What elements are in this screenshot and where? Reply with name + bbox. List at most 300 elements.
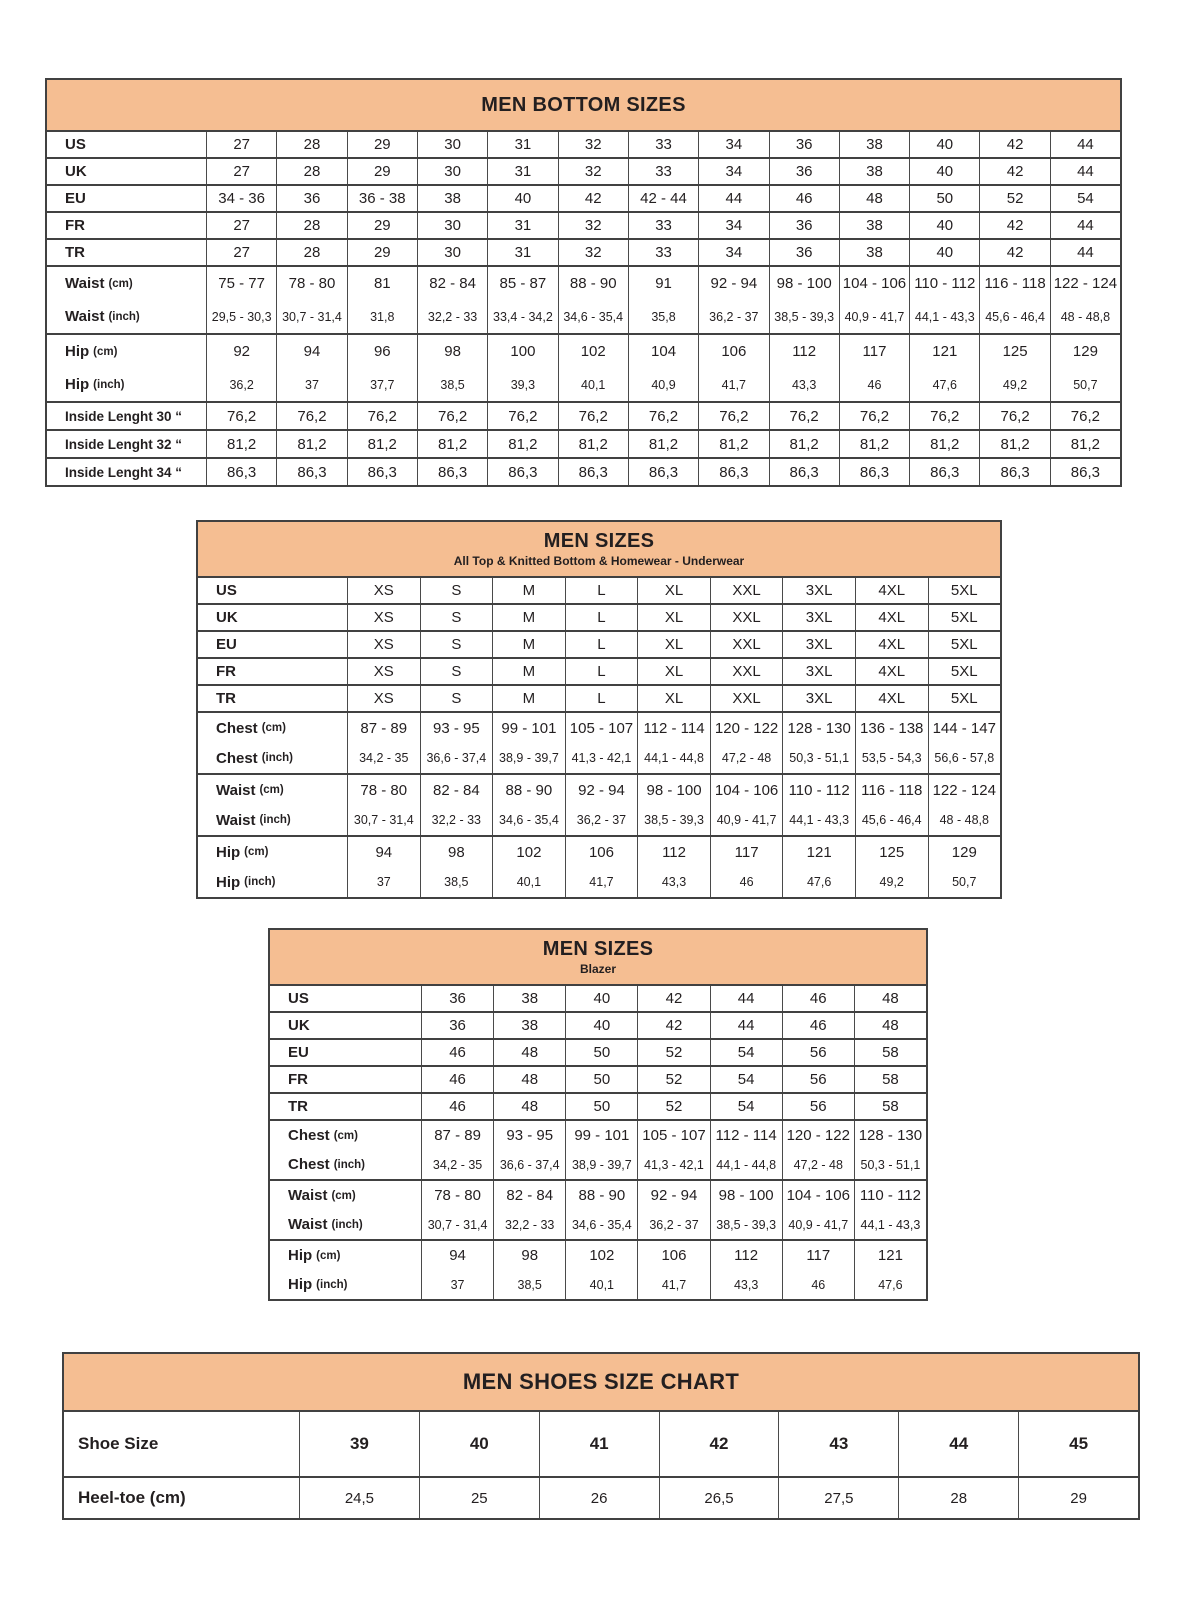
row-label xyxy=(270,1040,422,1065)
table-cell: 54 xyxy=(1077,190,1094,207)
row-label-text: Chest xyxy=(216,749,258,767)
row-label xyxy=(198,578,348,603)
table-cell: 44 xyxy=(711,986,783,1011)
table-cell: 38,5 - 39,3 xyxy=(638,805,711,835)
table-cell: 86,3 xyxy=(559,459,629,485)
table-cell: 81,2 xyxy=(699,431,769,457)
table-header xyxy=(47,80,1120,132)
table-cell: 31 xyxy=(488,132,558,157)
table-cell: 48 xyxy=(882,1017,899,1034)
row-label xyxy=(198,837,348,867)
table-cell: 46 xyxy=(422,1067,494,1092)
row-label-unit: (cm) xyxy=(108,277,133,290)
table-row xyxy=(47,240,1120,265)
row-label xyxy=(198,659,348,684)
men-bottom-sizes-table xyxy=(45,78,1122,487)
table-cell: 36,6 - 37,4 xyxy=(421,743,494,773)
table-cell: 98 xyxy=(421,837,494,867)
table-cell: 100 xyxy=(488,335,558,368)
table-cell: 86,3 xyxy=(348,459,418,485)
table-cell: 53,5 - 54,3 xyxy=(856,743,929,773)
table-cell: 43,3 xyxy=(638,867,711,897)
row-label-text: Hip xyxy=(216,843,241,861)
table-row xyxy=(270,1013,926,1038)
table-row xyxy=(47,368,1120,401)
table-cell: 76,2 xyxy=(418,403,488,429)
table-cell: 58 xyxy=(882,1098,899,1115)
table-cell: 29 xyxy=(348,240,418,265)
table-cell: 58 xyxy=(882,1044,899,1061)
row-label-text: Waist xyxy=(216,811,256,829)
table-cell: M xyxy=(493,578,566,603)
table-row xyxy=(198,713,1000,743)
table-cell: 81,2 xyxy=(488,431,558,457)
row-label-unit: (inch) xyxy=(261,752,293,764)
row-label-unit: (inch) xyxy=(259,814,291,826)
table-cell: 98 xyxy=(418,335,488,368)
table-row xyxy=(47,159,1120,184)
row-label xyxy=(270,1067,422,1092)
table-cell: 4XL xyxy=(856,578,929,603)
table-cell: 136 - 138 xyxy=(856,713,929,743)
table-cell: 117 xyxy=(840,335,910,368)
table-cell: 40 xyxy=(566,1013,638,1038)
table-cell: 46 xyxy=(783,1013,855,1038)
table-cell: 121 xyxy=(783,837,856,867)
table-cell: 46 xyxy=(711,867,784,897)
table-cell: XS xyxy=(348,632,421,657)
table-cell: 42 xyxy=(638,1013,710,1038)
row-label-text: FR xyxy=(288,1071,308,1088)
table-cell: 36 xyxy=(770,213,840,238)
table-row xyxy=(47,335,1120,368)
row-label-unit: (cm) xyxy=(333,1129,358,1142)
table-cell: 81,2 xyxy=(1070,435,1100,453)
table-cell: 76,2 xyxy=(699,403,769,429)
row-label xyxy=(270,1241,422,1270)
table-section xyxy=(64,1412,1138,1478)
row-label xyxy=(270,986,422,1011)
table-cell: 41,3 - 42,1 xyxy=(638,1150,710,1179)
table-cell: 3XL xyxy=(783,578,856,603)
table-cell: 36,2 - 37 xyxy=(699,300,769,333)
table-cell: 96 xyxy=(348,335,418,368)
table-cell: 40,9 xyxy=(629,368,699,401)
table-cell: 38,5 - 39,3 xyxy=(711,1210,783,1239)
table-cell: XXL xyxy=(711,605,784,630)
table-row xyxy=(47,300,1120,333)
row-label xyxy=(270,1181,422,1210)
table-cell: 93 - 95 xyxy=(421,713,494,743)
table-cell: 5XL xyxy=(950,663,978,680)
row-label-text: US xyxy=(288,990,309,1007)
table-header xyxy=(64,1354,1138,1412)
row-label-text: Chest xyxy=(216,719,258,737)
table-cell: 27 xyxy=(207,132,277,157)
table-cell: 27 xyxy=(207,213,277,238)
table-cell: 41,7 xyxy=(699,368,769,401)
table-cell: 45 xyxy=(1069,1434,1089,1453)
table-cell: 50 xyxy=(566,1067,638,1092)
table-cell: XL xyxy=(638,605,711,630)
table-cell: 120 - 122 xyxy=(711,713,784,743)
table-cell: 31 xyxy=(488,213,558,238)
table-cell: 82 - 84 xyxy=(494,1181,566,1210)
table-cell: 40 xyxy=(910,213,980,238)
table-cell: 50,7 xyxy=(952,875,977,889)
table-cell: 32 xyxy=(559,240,629,265)
row-label-text: Hip xyxy=(65,343,90,360)
table-cell: 125 xyxy=(980,335,1050,368)
table-cell: 31 xyxy=(488,159,558,184)
table-cell: 120 - 122 xyxy=(783,1121,855,1150)
table-cell: 34,6 - 35,4 xyxy=(493,805,566,835)
table-cell: 105 - 107 xyxy=(566,713,639,743)
table-cell: 81,2 xyxy=(559,431,629,457)
table-cell: 43 xyxy=(779,1412,899,1476)
table-section xyxy=(270,986,926,1013)
table-cell: 27 xyxy=(207,240,277,265)
table-cell: 28 xyxy=(277,240,347,265)
row-label-text: FR xyxy=(65,217,85,234)
row-label-text: US xyxy=(65,136,86,153)
table-cell: S xyxy=(421,659,494,684)
row-label-text: Waist xyxy=(65,308,105,325)
table-row xyxy=(270,1121,926,1150)
table-cell: 46 xyxy=(422,1094,494,1119)
table-cell: XS xyxy=(348,578,421,603)
table-cell: 86,3 xyxy=(277,459,347,485)
row-label-text: TR xyxy=(65,244,85,261)
row-label-text: TR xyxy=(288,1098,308,1115)
table-cell: 102 xyxy=(566,1241,638,1270)
table-cell: 52 xyxy=(638,1094,710,1119)
table-cell: 48 xyxy=(494,1094,566,1119)
table-cell: 27,5 xyxy=(779,1478,899,1518)
table-cell: 25 xyxy=(420,1478,540,1518)
row-label-text: Inside Lenght 32 “ xyxy=(65,436,183,452)
table-cell: 5XL xyxy=(950,636,978,653)
table-cell: L xyxy=(566,605,639,630)
table-cell: S xyxy=(421,578,494,603)
table-cell: 49,2 xyxy=(980,368,1050,401)
table-row xyxy=(198,632,1000,657)
table-cell: 36 - 38 xyxy=(348,186,418,211)
table-cell: 36 xyxy=(770,132,840,157)
table-cell: 54 xyxy=(711,1067,783,1092)
table-cell: 78 - 80 xyxy=(348,775,421,805)
table-cell: 40 xyxy=(910,240,980,265)
table-cell: 38 xyxy=(840,159,910,184)
row-label xyxy=(47,159,207,184)
table-cell: 48 xyxy=(882,990,899,1007)
table-cell: 5XL xyxy=(950,582,978,599)
men-sizes-blazer-table xyxy=(268,928,928,1301)
table-section xyxy=(47,132,1120,159)
table-section xyxy=(64,1478,1138,1518)
table-row xyxy=(270,1241,926,1270)
table-cell: 92 - 94 xyxy=(699,267,769,300)
table-section xyxy=(198,659,1000,686)
row-label xyxy=(47,213,207,238)
table-cell: 81,2 xyxy=(910,431,980,457)
table-cell: 106 xyxy=(638,1241,710,1270)
table-cell: 144 - 147 xyxy=(932,719,996,737)
table-row xyxy=(270,1181,926,1210)
row-label xyxy=(270,1013,422,1038)
table-cell: 122 - 124 xyxy=(1053,275,1118,292)
table-cell: 45,6 - 46,4 xyxy=(980,300,1050,333)
row-label xyxy=(47,132,207,157)
table-cell: 91 xyxy=(629,267,699,300)
table-cell: XXL xyxy=(711,578,784,603)
table-row xyxy=(198,605,1000,630)
table-cell: 86,3 xyxy=(910,459,980,485)
table-cell: 38 xyxy=(840,132,910,157)
table-cell: 50 xyxy=(566,1040,638,1065)
table-section xyxy=(270,1121,926,1181)
table-cell: 116 - 118 xyxy=(856,775,929,805)
table-cell: 110 - 112 xyxy=(783,775,856,805)
table-cell: 4XL xyxy=(856,605,929,630)
table-cell: 40,9 - 41,7 xyxy=(711,805,784,835)
table-cell: 81,2 xyxy=(207,431,277,457)
table-cell: 81,2 xyxy=(418,431,488,457)
table-cell: 56 xyxy=(783,1067,855,1092)
table-section xyxy=(47,459,1120,485)
table-subtitle: Blazer xyxy=(579,962,617,976)
row-label-text: Shoe Size xyxy=(78,1434,159,1453)
table-row xyxy=(47,132,1120,157)
table-cell: 36 xyxy=(770,240,840,265)
table-cell: 43,3 xyxy=(770,368,840,401)
table-cell: 31 xyxy=(488,240,558,265)
table-cell: 104 - 106 xyxy=(711,775,784,805)
table-cell: 106 xyxy=(699,335,769,368)
table-cell: 78 - 80 xyxy=(277,267,347,300)
table-cell: 44,1 - 43,3 xyxy=(910,300,980,333)
table-section xyxy=(47,335,1120,403)
table-cell: 43,3 xyxy=(711,1270,783,1299)
table-cell: 32,2 - 33 xyxy=(494,1210,566,1239)
table-cell: 76,2 xyxy=(488,403,558,429)
table-cell: 94 xyxy=(348,837,421,867)
table-cell: XXL xyxy=(711,659,784,684)
table-cell: L xyxy=(566,686,639,711)
row-label xyxy=(47,335,207,368)
table-cell: 52 xyxy=(980,186,1050,211)
table-cell: 42 xyxy=(980,240,1050,265)
table-cell: 81 xyxy=(348,267,418,300)
table-cell: 81,2 xyxy=(277,431,347,457)
table-cell: 36 xyxy=(770,159,840,184)
row-label xyxy=(47,403,207,429)
table-cell: 50,3 - 51,1 xyxy=(860,1157,921,1172)
table-section xyxy=(47,431,1120,459)
row-label-unit: (inch) xyxy=(93,378,125,391)
table-row xyxy=(270,1150,926,1179)
table-cell: 30 xyxy=(418,132,488,157)
row-label-text: Heel-toe (cm) xyxy=(78,1488,186,1507)
table-cell: 129 xyxy=(951,843,977,861)
table-cell: 99 - 101 xyxy=(566,1121,638,1150)
table-cell: 112 xyxy=(770,335,840,368)
row-label-unit: (cm) xyxy=(331,1189,356,1202)
table-cell: 44,1 - 43,3 xyxy=(860,1217,921,1232)
row-label xyxy=(198,805,348,835)
row-label xyxy=(198,775,348,805)
row-label-text: Chest xyxy=(288,1156,330,1173)
table-cell: 30 xyxy=(418,159,488,184)
table-cell: 42 - 44 xyxy=(629,186,699,211)
row-label xyxy=(270,1094,422,1119)
table-cell: 32 xyxy=(559,159,629,184)
table-cell: 116 - 118 xyxy=(980,267,1050,300)
row-label-unit: (cm) xyxy=(259,784,284,796)
table-cell: 36 xyxy=(277,186,347,211)
table-cell: 47,2 - 48 xyxy=(783,1150,855,1179)
table-row xyxy=(47,431,1120,457)
table-cell: 112 xyxy=(711,1241,783,1270)
table-header xyxy=(270,930,926,986)
table-cell: M xyxy=(493,659,566,684)
table-cell: 38,9 - 39,7 xyxy=(493,743,566,773)
table-cell: 86,3 xyxy=(840,459,910,485)
table-body xyxy=(64,1412,1138,1518)
table-cell: 110 - 112 xyxy=(910,267,980,300)
table-cell: 54 xyxy=(711,1094,783,1119)
table-cell: 41,3 - 42,1 xyxy=(566,743,639,773)
table-body xyxy=(270,986,926,1299)
table-cell: 42 xyxy=(559,186,629,211)
row-label xyxy=(47,300,207,333)
table-row xyxy=(47,403,1120,429)
table-cell: S xyxy=(421,686,494,711)
table-cell: 112 xyxy=(638,837,711,867)
table-cell: 50,3 - 51,1 xyxy=(783,743,856,773)
table-cell: 32,2 - 33 xyxy=(421,805,494,835)
table-cell: 38,5 xyxy=(418,368,488,401)
table-cell: 28 xyxy=(277,132,347,157)
table-cell: 4XL xyxy=(856,632,929,657)
table-cell: 44,1 - 44,8 xyxy=(638,743,711,773)
table-cell: 34,2 - 35 xyxy=(348,743,421,773)
table-row xyxy=(198,686,1000,711)
table-cell: 36,2 - 37 xyxy=(638,1210,710,1239)
table-title: MEN SIZES xyxy=(543,530,655,552)
table-row xyxy=(198,805,1000,835)
table-cell: 30,7 - 31,4 xyxy=(277,300,347,333)
row-label-text: Waist xyxy=(216,781,256,799)
table-cell: 104 - 106 xyxy=(840,267,910,300)
table-row xyxy=(64,1412,1138,1476)
table-cell: 36,6 - 37,4 xyxy=(494,1150,566,1179)
table-cell: 42 xyxy=(980,132,1050,157)
table-cell: XL xyxy=(638,659,711,684)
table-section xyxy=(198,686,1000,713)
table-row xyxy=(47,267,1120,300)
table-cell: 92 xyxy=(207,335,277,368)
row-label-text: Chest xyxy=(288,1127,330,1144)
table-section xyxy=(47,403,1120,431)
table-cell: 30,7 - 31,4 xyxy=(422,1210,494,1239)
table-cell: 24,5 xyxy=(300,1478,420,1518)
table-cell: 98 - 100 xyxy=(770,267,840,300)
table-cell: 102 xyxy=(493,837,566,867)
table-cell: 39 xyxy=(300,1412,420,1476)
row-label-text: TR xyxy=(216,690,236,707)
table-cell: 94 xyxy=(422,1241,494,1270)
table-cell: 88 - 90 xyxy=(493,775,566,805)
table-cell: 28 xyxy=(277,213,347,238)
table-cell: 29,5 - 30,3 xyxy=(207,300,277,333)
table-header xyxy=(198,522,1000,578)
table-cell: 32,2 - 33 xyxy=(418,300,488,333)
table-cell: 41,7 xyxy=(566,867,639,897)
table-cell: 106 xyxy=(566,837,639,867)
table-cell: 4XL xyxy=(856,659,929,684)
table-cell: 81,2 xyxy=(770,431,840,457)
table-cell: 129 xyxy=(1072,343,1098,360)
table-cell: L xyxy=(566,632,639,657)
table-row xyxy=(47,213,1120,238)
table-row xyxy=(198,743,1000,773)
row-label-unit: (inch) xyxy=(333,1158,365,1171)
table-cell: 76,2 xyxy=(980,403,1050,429)
table-cell: 82 - 84 xyxy=(418,267,488,300)
table-cell: 28 xyxy=(277,159,347,184)
table-cell: 86,3 xyxy=(980,459,1050,485)
table-cell: 117 xyxy=(711,837,784,867)
table-section xyxy=(47,213,1120,240)
table-cell: L xyxy=(566,578,639,603)
row-label xyxy=(198,867,348,897)
table-cell: 33 xyxy=(629,132,699,157)
table-cell: 102 xyxy=(559,335,629,368)
table-section xyxy=(198,578,1000,605)
row-label xyxy=(64,1478,300,1518)
table-cell: 105 - 107 xyxy=(638,1121,710,1150)
row-label-text: EU xyxy=(65,190,86,207)
table-cell: XXL xyxy=(711,632,784,657)
table-cell: 36 xyxy=(422,1013,494,1038)
row-label xyxy=(47,186,207,211)
table-cell: XS xyxy=(348,686,421,711)
table-cell: 38,5 xyxy=(421,867,494,897)
table-section xyxy=(270,1013,926,1040)
table-cell: 40 xyxy=(910,159,980,184)
table-cell: 76,2 xyxy=(207,403,277,429)
table-cell: 38,5 - 39,3 xyxy=(770,300,840,333)
table-cell: 76,2 xyxy=(910,403,980,429)
table-cell: 76,2 xyxy=(277,403,347,429)
row-label xyxy=(47,240,207,265)
table-cell: 98 - 100 xyxy=(711,1181,783,1210)
table-cell: 38 xyxy=(840,213,910,238)
row-label xyxy=(270,1121,422,1150)
row-label-unit: (cm) xyxy=(316,1249,341,1262)
table-cell: 98 xyxy=(494,1241,566,1270)
row-label xyxy=(198,743,348,773)
table-cell: 38 xyxy=(494,986,566,1011)
table-cell: 75 - 77 xyxy=(207,267,277,300)
table-cell: 44 xyxy=(711,1013,783,1038)
table-cell: 26,5 xyxy=(660,1478,780,1518)
table-cell: 86,3 xyxy=(629,459,699,485)
table-cell: 86,3 xyxy=(418,459,488,485)
table-cell: 125 xyxy=(856,837,929,867)
table-cell: 46 xyxy=(840,368,910,401)
